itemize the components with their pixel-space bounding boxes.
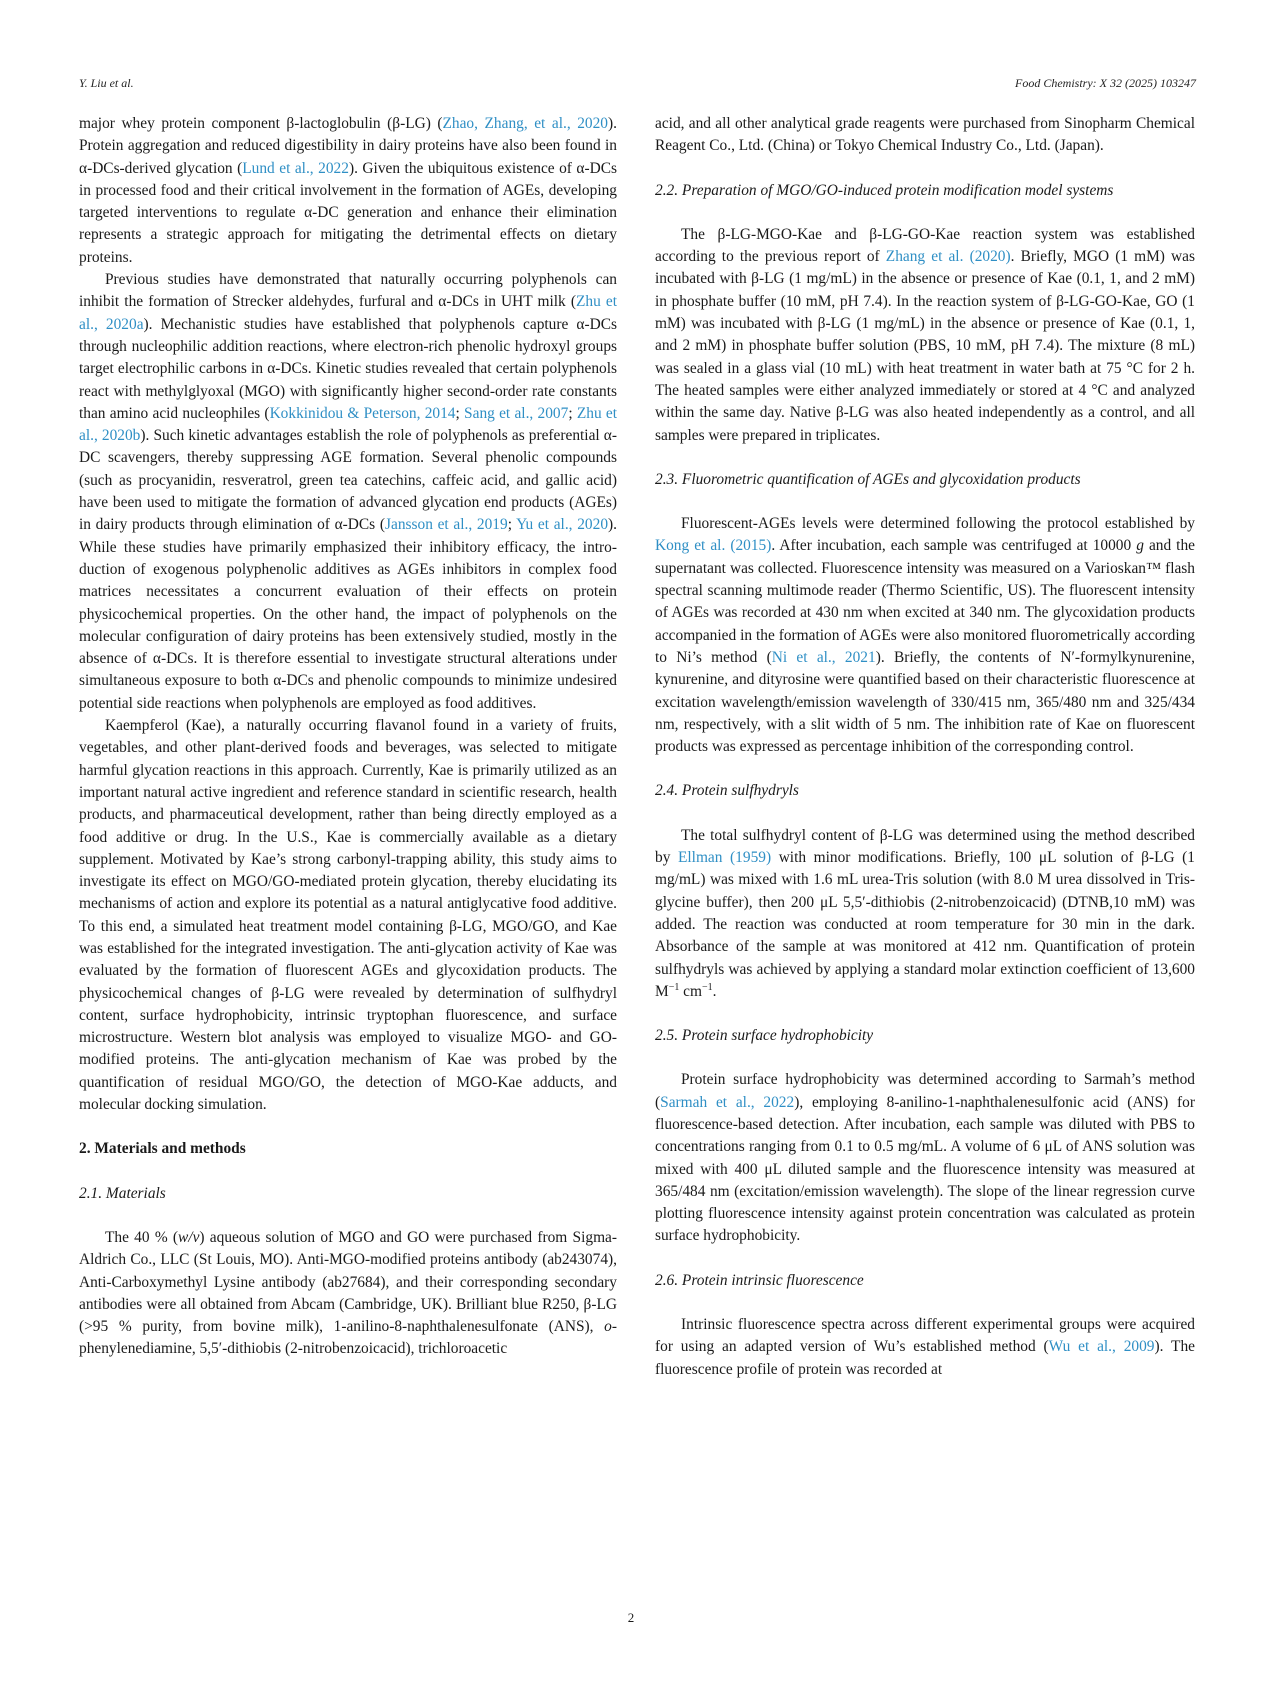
running-head-journal: Food Chemistry: X 32 (2025) 103247: [1015, 76, 1196, 90]
subsection-heading: 2.6. Protein intrinsic fluorescence: [655, 1271, 864, 1289]
paragraph: major whey protein component β-lactoglobulin (β-LG) (Zhao, Zhang, et al., 2020). Protein aggregation and reduced digestibility in dairy proteins have also been found in α-DCs-derived glycation (Lund et al., 2022). Given the ubiquitous existence of α-DCs in processed food and their critical involvement in the formation of AGEs, developing targeted interventions to regulate α-DC generation and enhance their elimination represents a strategic approach for mitigating the detrimental effects on dietary proteins.: [79, 115, 617, 266]
page-number: 2: [627, 1610, 635, 1625]
citation-link[interactable]: Kong et al. (2015): [655, 537, 772, 555]
citation-link[interactable]: Kokkinidou & Peterson, 2014: [269, 404, 456, 422]
citation-link[interactable]: Sang et al., 2007: [464, 404, 569, 422]
citation-link[interactable]: Sarmah et al., 2022: [660, 1093, 795, 1111]
citation-link[interactable]: Ellman (1959): [678, 849, 772, 867]
paragraph: Fluorescent-AGEs levels were determined following the protocol established by Kong et al. (2015). After incubation, each sample was centrifuged at 10000 g and the supernatant was collected. Fluorescence intensity was measured on a Varioskan™ flash spectral scanning multimode reader (Thermo Scientific, US). The fluorescent intensity of AGEs was recorded at 430 nm when excited at 340 nm. The glycoxidation products accompanied in the formation of AGEs were also monitored fluorometrically according to Ni’s method (Ni et al., 2021). Briefly, the contents of N′-formylkynurenine, kynurenine, and dityrosine were quantified based on their characteristic fluorescence at excitation wavelength/emission wavelength of 330/415 nm, 365/480 nm and 325/434 nm, respectively, with a slit width of 5 nm. The inhibition rate of Kae on fluorescent products was expressed as percentage inhibition of the corresponding control.: [655, 515, 1195, 756]
section-heading: 2. Materials and methods: [79, 1140, 246, 1158]
paragraph: Previous studies have demonstrated that naturally occurring polyphenols can inhibit the formation of Strecker aldehydes, furfural and α-DCs in UHT milk (Zhu et al., 2020a). Mechanistic studies have established that polyphenols capture α-DCs through nucleophilic addition reactions, where electron-rich phenolic hydroxyl groups target electrophilic carbons in α-DCs. Kinetic studies revealed that certain polyphenols react with methylglyoxal (MGO) with significantly higher second-order rate constants than amino acid nucleophiles (Kokkinidou & Peterson, 2014; Sang et al., 2007; Zhu et al., 2020b). Such kinetic advantages establish the role of polyphenols as preferential α-DC scavengers, thereby suppressing AGE formation. Several phenolic compounds (such as procyanidin, resveratrol, green tea catechins, caffeic acid, and gallic acid) have been used to mitigate the formation of advanced glycation end products (AGEs) in dairy products through elimination of α-DCs (Jansson et al., 2019; Yu et al., 2020). While these studies have primarily emphasized their inhibitory efficacy, the introduction of exogenous polyphenolic additives as AGEs inhibitors in complex food matrices necessitates a concurrent evaluation of their effects on protein physicochemical properties. On the other hand, the impact of polyphenols on the molecular configuration of dairy proteins has been extensively studied, mostly in the absence of α-DCs. It is therefore essential to investigate structural alterations under simultaneous exposure to both α-DCs and phenolic compounds to minimize undesired potential side reactions when polyphenols are employed as food additives.: [79, 271, 618, 712]
paragraph: Kaempferol (Kae), a naturally occurring flavanol found in a variety of fruits, vegetables, and other plant-derived foods and beverages, was selected to mitigate harmful glycation reactions in this approach. Currently, Kae is primarily utilized as an important natural active ingredient and reference standard in scientific research, health products, and pharmaceutical development, rather than being directly employed as a food additive or drug. In the U.S., Kae is commercially available as a dietary supplement. Motivated by Kae’s strong carbonyl-trapping ability, this study aims to investigate its effect on MGO/GO-mediated protein glycation, thereby elucidating its mechanisms of action and explore its potential as a natural antiglycative food additive. To this end, a simulated heat treatment model containing β-LG, MGO/GO, and Kae was established for the integrated investigation. The anti-glycation activity of Kae was evaluated by the formation of fluorescent AGEs and glycoxidation products. The physicochemical changes of β-LG were revealed by determination of sulfhydryl content, surface hydrophobicity, intrinsic tryptophan fluorescence, and surface microstructure. Western blot analysis was employed to visualize MGO- and GO-modified proteins. The anti-glycation mechanism of Kae was probed by the quantification of residual MGO/GO, the detection of MGO-Kae adducts, and molecular docking simulation.: [79, 717, 617, 1114]
citation-link[interactable]: Zhang et al. (2020): [885, 248, 1011, 266]
citation-link[interactable]: Jansson et al., 2019: [385, 516, 508, 534]
running-head-authors: Y. Liu et al.: [79, 76, 134, 90]
paragraph: The β-LG-MGO-Kae and β-LG-GO-Kae reaction system was established according to the previous report of Zhang et al. (2020). Briefly, MGO (1 mM) was incubated with β-LG (1 mg/mL) in the absence or presence of Kae (0.1, 1, and 2 mM) in phosphate buffer (10 mM, pH 7.4). In the reaction system of β-LG-GO-Kae, GO (1 mM) was incubated with β-LG (1 mg/mL) in the absence or presence of Kae (0.1, 1, and 2 mM) in phosphate buffer solution (PBS, 10 mM, pH 7.4). The mixture (8 mL) was sealed in a glass vial (10 mL) with heat treatment in water bath at 75 °C for 2 h. The heated samples were either analyzed immediately or stored at 4 °C and analyzed within the same day. Native β-LG was also heated independently as a control, and all samples were prepared in triplicates.: [655, 225, 1195, 444]
citation-link[interactable]: Lund et al., 2022: [242, 159, 349, 177]
subsection-heading: 2.1. Materials: [79, 1184, 166, 1202]
citation-link[interactable]: Ni et al., 2021: [771, 648, 876, 666]
citation-link[interactable]: Zhu et al., 2020a: [79, 293, 617, 333]
paragraph: The 40 % (w/v) aqueous solution of MGO and GO were purchased from Sigma-Aldrich Co., LLC (St Louis, MO). Anti-MGO-modified proteins antibody (ab243074), Anti-Carboxymethyl Lysine antibody (ab27684), and their corresponding secondary antibodies were all obtained from Abcam (Cambridge, UK). Brilliant blue R250, β-LG (>95 % purity, from bovine milk), 1-anilino-8-naphthalenesulfonate (ANS), o-phenylenediamine, 5,5′-dithiobis (2-nitrobenzoicacid), trichloroacetic: [79, 1228, 617, 1358]
citation-link[interactable]: Zhao, Zhang, et al., 2020: [442, 115, 609, 132]
citation-link[interactable]: Zhu et al., 2020b: [79, 404, 618, 445]
paragraph: The total sulfhydryl content of β-LG was determined using the method described by Ellman (1959) with minor modifications. Briefly, 100 μL solution of β-LG (1 mg/mL) was mixed with 1.6 mL urea-Tris solution (with 8.0 M urea dissolved in Tris-glycine buffer), then 200 μL 5,5′-dithiobis (2-nitrobenzoicacid) (DTNB,10 mM) was added. The reaction was conducted at room temperature for 30 min in the dark. Absorbance of the sample at was monitored at 412 nm. Quantification of protein sulfhydryls was achieved by applying a standard molar extinction coefficient of 13,600 $M^{-1}$ $cm^{-1}$.: [655, 826, 1195, 1000]
paragraph: acid, and all other analytical grade reagents were purchased from Sinopharm Chemical Reagent Co., Ltd. (China) or Tokyo Chemical Industry Co., Ltd. (Japan).: [655, 115, 1195, 155]
citation-link[interactable]: Yu et al., 2020: [516, 516, 609, 534]
subsection-heading: 2.2. Preparation of MGO/GO-induced protein modification model systems: [655, 181, 1114, 199]
subsection-heading: 2.3. Fluorometric quantification of AGEs and glycoxidation products: [655, 470, 1081, 488]
left-column: [79, 113, 617, 1361]
subsection-heading: 2.5. Protein surface hydrophobicity: [655, 1027, 874, 1045]
citation-link[interactable]: Wu et al., 2009: [1048, 1338, 1155, 1356]
subsection-heading: 2.4. Protein sulfhydryls: [655, 782, 799, 800]
right-column: [655, 113, 1195, 1381]
paragraph: Protein surface hydrophobicity was determined according to Sarmah’s method (Sarmah et al., 2022), employing 8-anilino-1-naphthalenesulfonic acid (ANS) for fluorescence-based detection. After incubation, each sample was diluted with PBS to concentrations ranging from 0.1 to 0.5 mg/mL. A volume of 6 μL of ANS solution was mixed with 400 μL diluted sample and the fluorescence intensity was measured at 365/484 nm (excitation/emission wavelength). The slope of the linear regression curve plotting fluorescence intensity against protein concentration was calculated as protein surface hydrophobicity.: [655, 1071, 1195, 1245]
paragraph: Intrinsic fluorescence spectra across different experimental groups were acquired for using an adapted version of Wu’s established method (Wu et al., 2009). The fluorescence profile of protein was recorded at: [655, 1316, 1195, 1378]
